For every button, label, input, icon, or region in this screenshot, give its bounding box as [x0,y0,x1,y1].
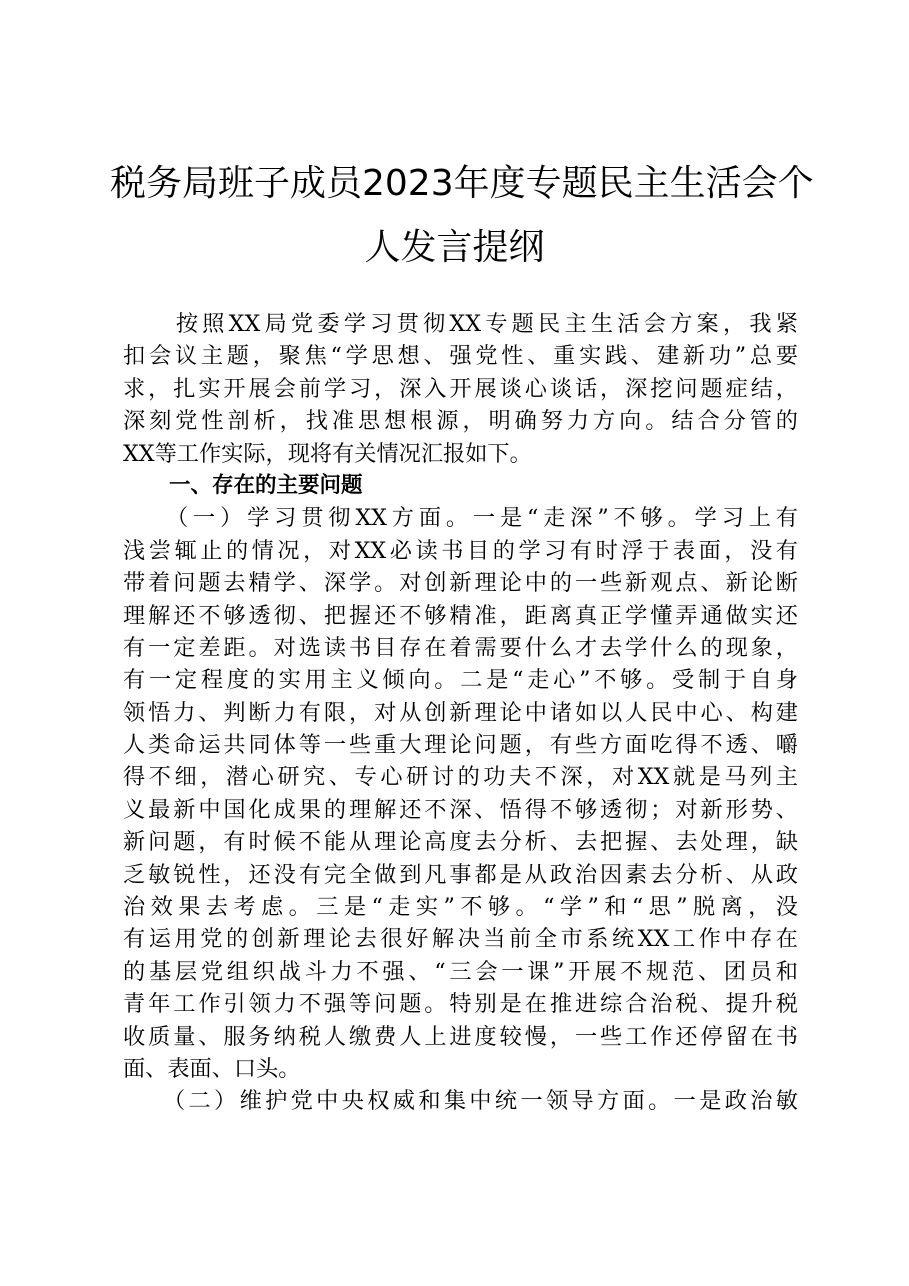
body-line: （一）学习贯彻XX方面。一是“走深”不够。学习上有 [123,505,798,532]
body-line: 青年工作引领力不强等问题。特别是在推进综合治税、提升税 [123,991,798,1018]
body-line: 扣会议主题，聚焦“学思想、强党性、重实践、建新功”总要 [123,343,798,370]
body-line: 面、表面、口头。 [123,1055,301,1082]
body-line: 浅尝辄止的情况，对XX必读书目的学习有时浮于表面，没有 [123,537,798,564]
body-line: （二）维护党中央权威和集中统一领导方面。一是政治敏 [123,1088,798,1115]
body-line: 义最新中国化成果的理解还不深、悟得不够透彻；对新形势、 [123,796,798,823]
body-line: 求，扎实开展会前学习，深入开展谈心谈话，深挖问题症结， [123,375,798,402]
section-heading: 一、存在的主要问题 [169,472,363,498]
body-line: 的基层党组织战斗力不强、“三会一课”开展不规范、团员和 [123,958,798,985]
document-title-line-1: 税务局班子成员2023年度专题民主生活会个 [110,163,814,204]
body-line: 有一定程度的实用主义倾向。二是“走心”不够。受制于自身 [123,667,798,694]
document-title-line-2: 人发言提纲 [364,227,545,268]
body-line: 带着问题去精学、深学。对创新理论中的一些新观点、新论断 [123,570,798,597]
body-line: 新问题，有时候不能从理论高度去分析、去把握、去处理，缺 [123,829,798,856]
body-line: XX等工作实际，现将有关情况汇报如下。 [123,440,532,467]
body-line: 得不细，潜心研究、专心研讨的功夫不深，对XX就是马列主 [123,764,798,791]
body-line: 理解还不够透彻、把握还不够精准，距离真正学懂弄通做实还 [123,602,798,629]
document-body [123,308,798,1118]
body-line: 按照XX局党委学习贯彻XX专题民主生活会方案，我紧 [123,311,798,337]
body-line: 有一定差距。对选读书目存在着需要什么才去学什么的现象， [123,634,798,661]
body-line: 治效果去考虑。三是“走实”不够。“学”和“思”脱离，没 [123,894,798,921]
body-line: 有运用党的创新理论去很好解决当前全市系统XX工作中存在 [123,926,798,953]
body-line: 收质量、服务纳税人缴费人上进度较慢，一些工作还停留在书 [123,1023,798,1050]
body-line: 深刻党性剖析，找准思想根源，明确努力方向。结合分管的 [123,408,798,435]
body-line: 乏敏锐性，还没有完全做到凡事都是从政治因素去分析、从政 [123,861,798,888]
body-line: 人类命运共同体等一些重大理论问题，有些方面吃得不透、嚼 [123,732,798,759]
body-line: 领悟力、判断力有限，对从创新理论中诸如以人民中心、构建 [123,699,798,726]
